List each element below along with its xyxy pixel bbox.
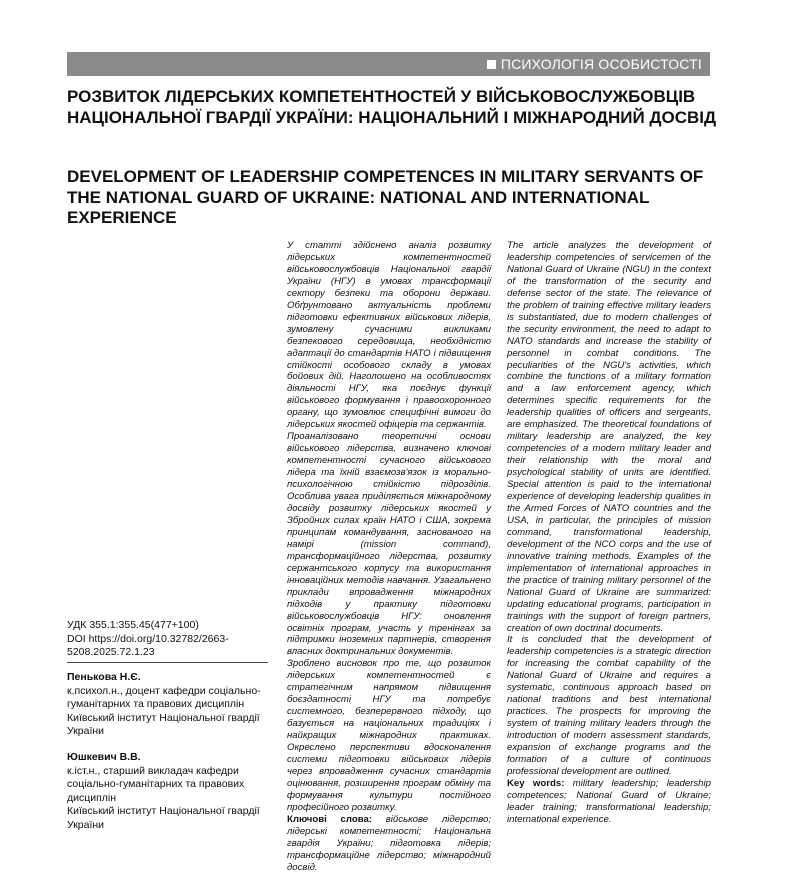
author-name: Юшкевич В.В. <box>67 751 141 763</box>
section-label: ПСИХОЛОГІЯ ОСОБИСТОСТІ <box>500 56 702 72</box>
udk-code: УДК 355.1:355.45(477+100) <box>67 619 199 631</box>
meta-divider <box>67 662 268 663</box>
author-name: Пенькова Н.Є. <box>67 671 141 683</box>
doi-link[interactable]: DOI https://doi.org/10.32782/2663-5208.2025.72.1.23 <box>67 632 229 658</box>
keywords-label: Key words: <box>507 777 565 789</box>
keywords-text: military leadership; leadership competences; National Guard of Ukraine; leader training; transformational leadership; international experience. <box>507 777 711 825</box>
abstract-paragraph: Проаналізовано теоретичні основи військового лідерства, визначено ключові компетентності сучасного військового лідера та їхній взаємозв'язок із морально-психологічною стійкістю підрозділів. Особлива увага приділяється міжнародному досвіду розвитку лідерських якостей у Збройних силах країн НАТО і США, зокрема принципам командування, заснованого на намірі (mission command), трансформаційного лідерства, розвитку сержантського корпусу та використання інноваційних методів навчання. Узагальнено приклади впровадження міжнародних підходів у практику підготовки військовослужбовців НГУ: оновлення освітніх програм, участь у тренінгах за підтримки іноземних партнерів, створення власних доктринальних документів. <box>287 431 491 658</box>
square-bullet-icon <box>487 60 496 69</box>
author-block <box>67 671 269 739</box>
abstract-paragraph: The article analyzes the development of leadership competencies of servicemen of the National Guard of Ukraine (NGU) in the context of the transformation of the security and defense sector of the state. The relevance of the problem of training effective military leaders is substantiated, due to modern challenges of the security environment, the need to adapt to NATO standards and increase the stability of personnel in combat conditions. The peculiarities of the NGU's activities, which combine the functions of a military formation and a law enforcement agency, which determines specific requirements for the leadership qualities of officers and sergeants, are emphasized. The theoretical foundations of military leadership are analyzed, the key competencies of a modern military leader and their relationship with the moral and psychological stability of units are identified. Special attention is paid to the international experience of developing leadership qualities in the Armed Forces of NATO countries and the USA, in particular, the principles of mission command, transformational leadership, development of the NCO corps and the use of innovative training methods. Examples of the implementation of international approaches in the practice of training military personnel of the National Guard of Ukraine are summarized: updating educational programs, participation in trainings with the support of foreign partners, creation of own doctrinal documents. <box>507 240 711 634</box>
keywords-label: Ключові слова: <box>287 813 373 825</box>
keywords-en <box>507 778 711 826</box>
article-title-ua: РОЗВИТОК ЛІДЕРСЬКИХ КОМПЕТЕНТНОСТЕЙ У ВІЙСЬКОВОСЛУЖБОВЦІВ НАЦІОНАЛЬНОЇ ГВАРДІЇ УКРАЇНИ: НАЦІОНАЛЬНИЙ І МІЖНАРОДНИЙ ДОСВІД <box>67 87 717 127</box>
abstract-en <box>507 240 711 826</box>
keywords-ua <box>287 814 491 874</box>
abstract-ua <box>287 240 491 874</box>
author-position: к.іст.н., старший викладач кафедри соціально-гуманітарних та правових дисциплін <box>67 764 245 804</box>
abstract-paragraph: У статті здійснено аналіз розвитку лідерських компетентностей військовослужбовців Національної гвардії України (НГУ) в умовах трансформації сектору безпеки та оборони держави. Обґрунтовано актуальність проблеми підготовки ефективних військових лідерів, зумовлену сучасними викликами безпекового середовища, необхідністю адаптації до стандартів НАТО і підвищення стійкості особового складу в умовах бойових дій. Наголошено на особливостях діяльності НГУ, яка поєднує функції військового формування і правоохоронного органу, що зумовлює специфічні вимоги до лідерських якостей офіцерів та сержантів. <box>287 240 491 431</box>
author-position: к.психол.н., доцент кафедри соціально-гуманітарних та правових дисциплін <box>67 684 261 710</box>
abstract-paragraph: It is concluded that the development of leadership competencies is a strategic direction for increasing the combat capability of the National Guard of Ukraine and requires a systematic, continuous approach based on national traditions and best international practices. The prospects for improving the system of training military leaders through the introduction of modern assessment standards, expansion of exchange programs and the formation of a culture of continuous professional development are outlined. <box>507 634 711 777</box>
author-affiliation: Київський інститут Національної гвардії України <box>67 805 260 831</box>
keywords-text: військове лідерство; лідерські компетентності; Національна гвардія України; підготовка лідерів; трансформаційне лідерство; міжнародний досвід. <box>287 813 491 873</box>
author-block <box>67 751 269 832</box>
udk-doi-block <box>67 619 269 660</box>
section-banner <box>67 52 710 76</box>
article-title-en: DEVELOPMENT OF LEADERSHIP COMPETENCES IN MILITARY SERVANTS OF THE NATIONAL GUARD OF UKRAINE: NATIONAL AND INTERNATIONAL EXPERIENCE <box>67 167 704 227</box>
abstract-paragraph: Зроблено висновок про те, що розвиток лідерських компетентностей є стратегічним напрямом підвищення боєздатності НГУ та потребує системного, безперервного підходу, що базується на національних традиціях і найкращих міжнародних практиках. Окреслено перспективи вдосконалення системи підготовки військових лідерів через впровадження сучасних стандартів оцінювання, розширення програм обміну та формування культури постійного професійного розвитку. <box>287 658 491 813</box>
author-affiliation: Київський інститут Національної гвардії України <box>67 711 260 737</box>
